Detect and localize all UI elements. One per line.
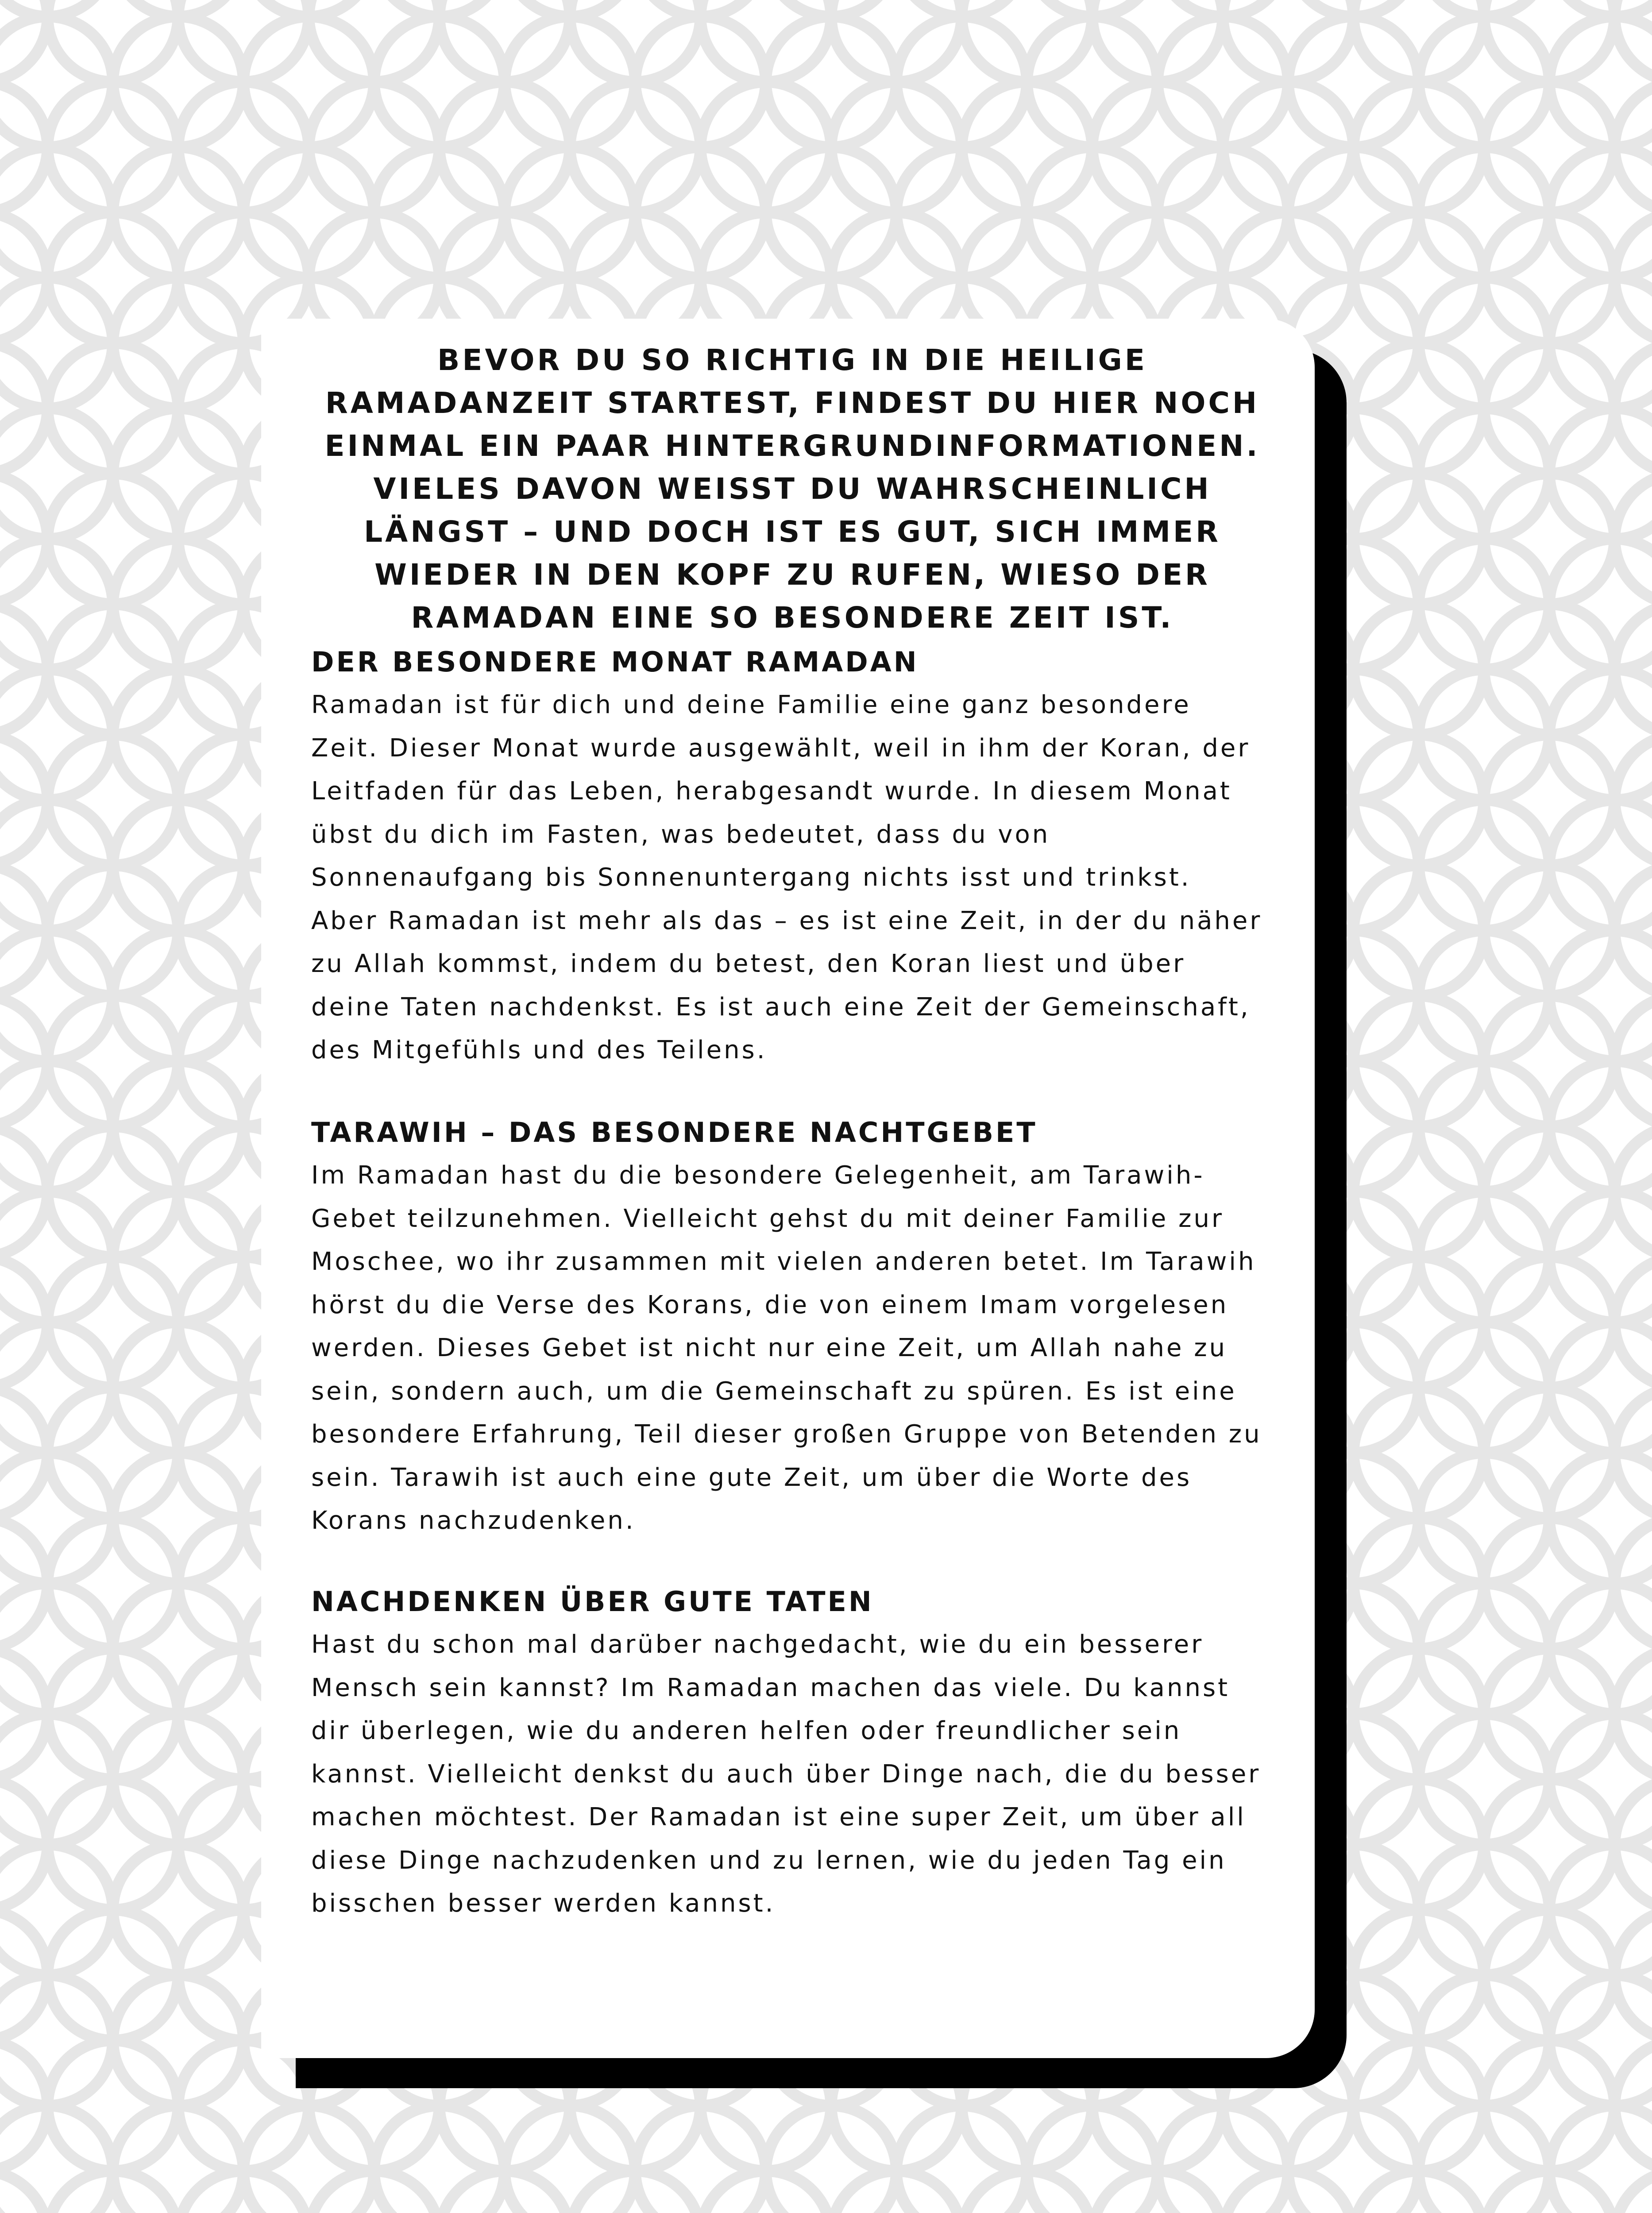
section-body: Im Ramadan hast du die besondere Gelegenheit, am Tarawih-Gebet teilzunehmen. Vielleicht gehst du mit deiner Familie zur Moschee, wo ihr zusammen mit vielen anderen betet. Im Tarawih hörst du die Verse des Korans, die von einem Imam vorgelesen werden. Dieses Gebet ist nicht nur eine Zeit, um Allah nahe zu sein, sondern auch, um die Gemeinschaft zu spüren. Es ist eine besondere Erfahrung, Teil dieser großen Gruppe von Betenden zu sein. Tarawih ist auch eine gute Zeit, um über die Worte des Korans nachzudenken. xyxy=(311,1161,1262,1535)
section-tarawih xyxy=(311,1111,1267,1542)
section-heading: TARAWIH – DAS BESONDERE NACHTGEBET xyxy=(311,1116,1038,1149)
section-ramadan-month xyxy=(311,641,1267,1072)
section-heading: NACHDENKEN ÜBER GUTE TATEN xyxy=(311,1585,874,1618)
section-good-deeds xyxy=(311,1581,1267,1925)
section-body: Ramadan ist für dich und deine Familie eine ganz besondere Zeit. Dieser Monat wurde ausgewählt, weil in ihm der Koran, der Leitfaden für das Leben, herabgesandt wurde. In diesem Monat übst du dich im Fasten, was bedeutet, dass du von Sonnenaufgang bis Sonnenuntergang nichts isst und trinkst. Aber Ramadan ist mehr als das – es ist eine Zeit, in der du näher zu Allah kommst, indem du betest, den Koran liest und über deine Taten nachdenkst. Es ist auch eine Zeit der Gemeinschaft, des Mitgefühls und des Teilens. xyxy=(311,690,1262,1064)
intro-paragraph: BEVOR DU SO RICHTIG IN DIE HEILIGE RAMADANZEIT STARTEST, FINDEST DU HIER NOCH EINMAL EIN PAAR HINTERGRUNDINFORMATIONEN. VIELES DAVON WEISST DU WAHRSCHEINLICH LÄNGST – UND DOCH IST ES GUT, SICH IMMER WIEDER IN DEN KOPF ZU RUFEN, WIESO DER RAMADAN EINE SO BESONDERE ZEIT IST. xyxy=(324,343,1260,635)
section-heading: DER BESONDERE MONAT RAMADAN xyxy=(311,646,919,678)
section-body: Hast du schon mal darüber nachgedacht, wie du ein besserer Mensch sein kannst? Im Ramadan machen das viele. Du kannst dir überlegen, wie du anderen helfen oder freundlicher sein kannst. Vielleicht denkst du auch über Dinge nach, die du besser machen möchtest. Der Ramadan ist eine super Zeit, um über all diese Dinge nachzudenken und zu lernen, wie du jeden Tag ein bisschen besser werden kannst. xyxy=(311,1630,1261,1918)
